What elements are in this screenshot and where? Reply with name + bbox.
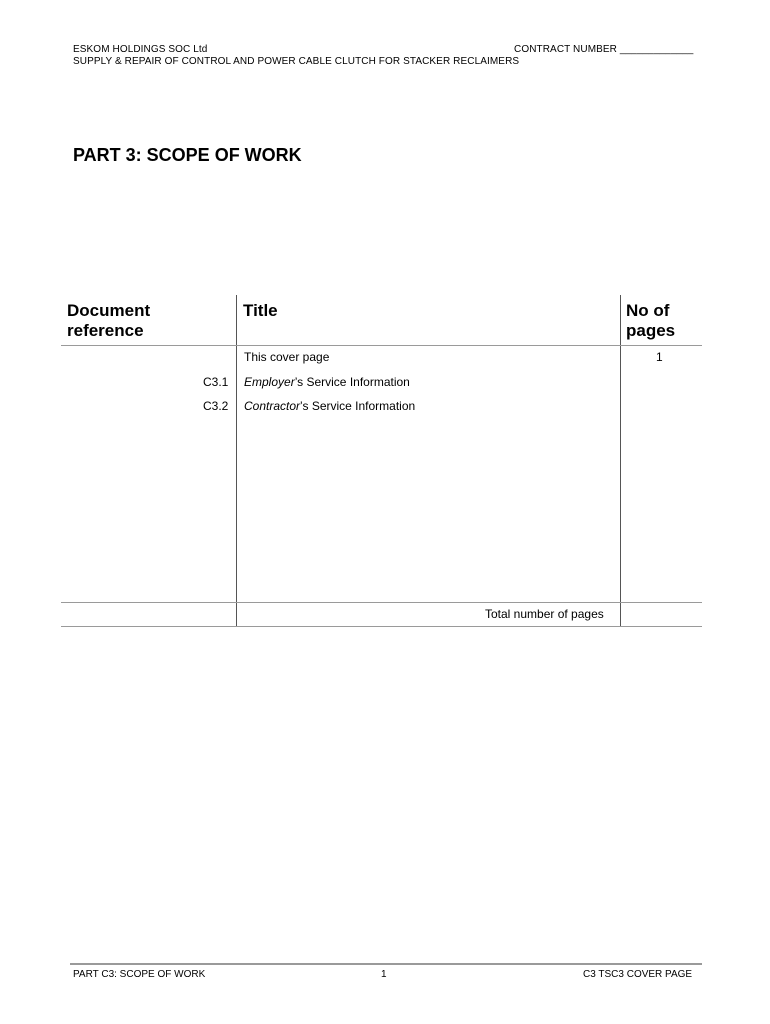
total-pages-label: Total number of pages xyxy=(485,607,604,621)
column-header-pages xyxy=(626,301,675,341)
table-row-title-emphasis: Employer xyxy=(244,375,295,389)
header-contract-number: CONTRACT NUMBER _____________ xyxy=(514,44,694,55)
column-header-pages-line1: No of xyxy=(626,301,670,320)
table-row-title-rest: ’s Service Information xyxy=(294,375,410,389)
total-row-top-divider xyxy=(61,602,702,603)
table-row-ref: C3.1 xyxy=(203,375,229,389)
column-header-ref-line1: Document xyxy=(67,301,151,320)
column-header-pages-line2: pages xyxy=(626,321,676,340)
header-subject: SUPPLY & REPAIR OF CONTROL AND POWER CABLE CLUTCH FOR STACKER RECLAIMERS xyxy=(73,56,520,67)
column-header-document-reference xyxy=(67,301,150,341)
table-row-title xyxy=(244,375,410,389)
column-header-ref-line2: reference xyxy=(67,321,144,340)
table-row-pages: 1 xyxy=(656,350,663,364)
table-row-title xyxy=(244,399,415,413)
table-row-title: This cover page xyxy=(244,350,330,364)
page-title: PART 3: SCOPE OF WORK xyxy=(73,145,302,165)
table-row-title-rest: ’s Service Information xyxy=(300,399,416,413)
footer-right: C3 TSC3 COVER PAGE xyxy=(583,969,693,980)
footer-page-number: 1 xyxy=(381,969,387,980)
header-company: ESKOM HOLDINGS SOC Ltd xyxy=(73,44,208,55)
total-row-bottom-divider xyxy=(61,626,702,627)
footer-left: PART C3: SCOPE OF WORK xyxy=(73,969,206,980)
footer-rule xyxy=(70,963,702,965)
header-row-divider xyxy=(61,345,702,346)
table-row-title-emphasis: Contractor xyxy=(244,399,301,413)
column-header-title: Title xyxy=(243,301,278,320)
table-row-ref: C3.2 xyxy=(203,399,229,413)
